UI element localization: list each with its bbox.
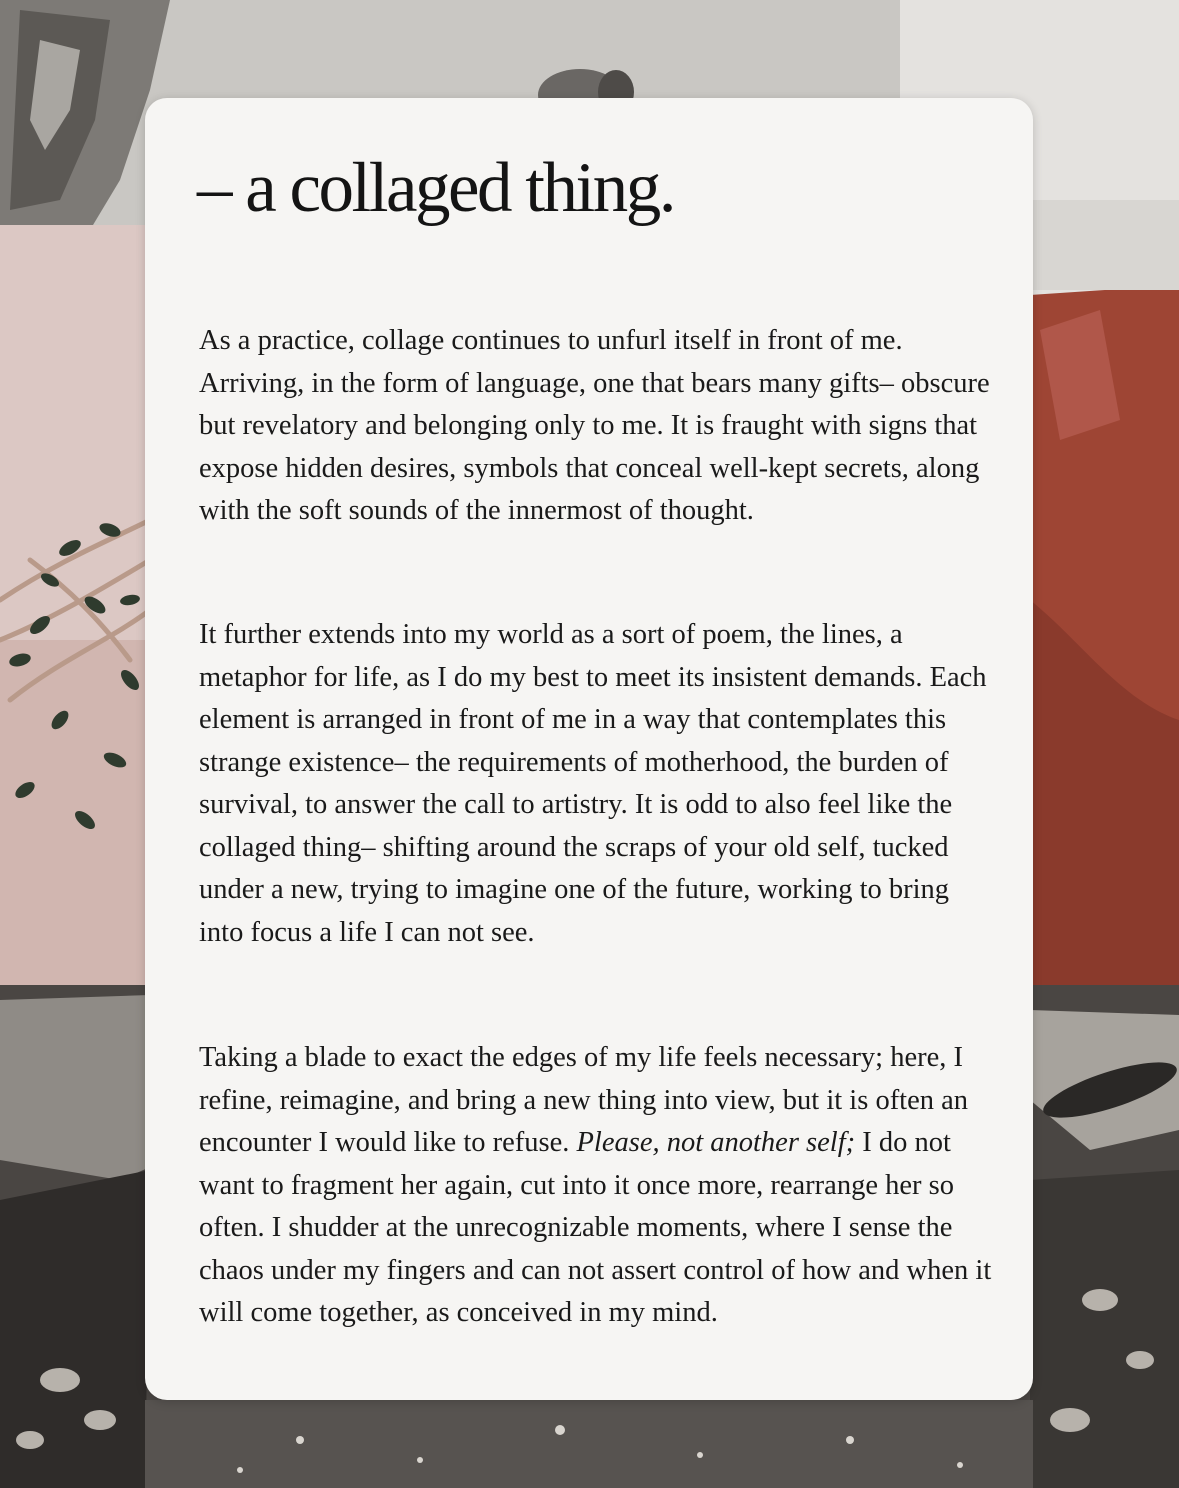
paragraph-3-before: Taking a blade to exact the edges of my life feels necessary; here, I refine, reimagine, and bring a new thing into view, but it is often an encounter I would like to refuse. <box>199 1042 969 1158</box>
paragraph-3-italic: Please, not another self; <box>576 1127 856 1158</box>
collage-bottom-strip <box>145 1400 1033 1488</box>
paragraph-2: It further extends into my world as a sort of poem, the lines, a metaphor for life, as I do my best to meet its insistent demands. Each element is arranged in front of me in a way that contemplates this strange existence– the requirements of motherhood, the burden of survival, to answer the call to artistry. It is odd to also feel like the collaged thing– shifting around the scraps of your old self, tucked under a new, trying to imagine one of the future, working to bring into focus a life I can not see. <box>199 619 987 948</box>
collage-right-grey <box>1030 200 1179 290</box>
page-title: – a collaged thing. <box>197 149 674 227</box>
paragraph-3 <box>199 1037 999 1335</box>
collage-bottom-dark-2 <box>1030 1170 1179 1488</box>
paragraph-3-after: I do not want to fragment her again, cut into it once more, rearrange her so often. I shudder at the unrecognizable moments, where I sense the chaos under my fingers and can not assert control of how and when it will come together, as conceived in my mind. <box>199 1127 992 1328</box>
paragraph-1: As a practice, collage continues to unfurl itself in front of me. Arriving, in the form of language, one that bears many gifts– obscure but revelatory and belonging only to me. It is fraught with signs that expose hidden desires, symbols that conceal well-kept secrets, along with the soft sounds of the innermost of thought. <box>199 325 990 526</box>
text-card <box>145 98 1033 1400</box>
